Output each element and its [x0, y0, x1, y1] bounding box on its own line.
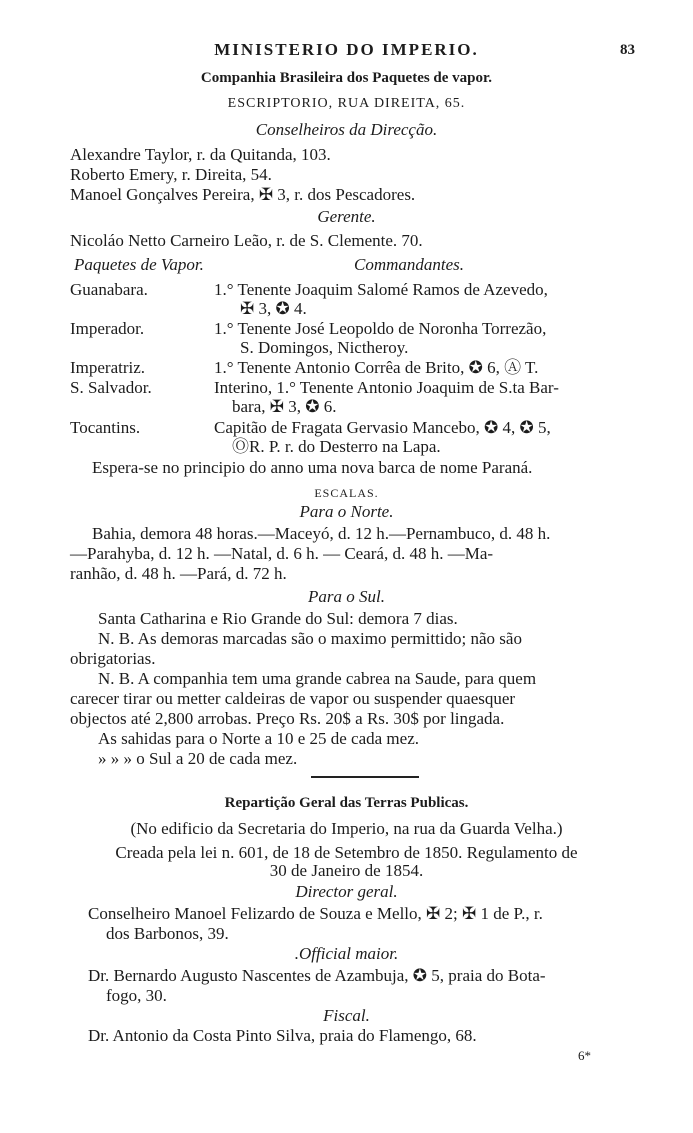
lands-created-cont: 30 de Janeiro de 1854. — [269, 861, 424, 880]
north-line: ranhão, d. 48 h. —Pará, d. 72 h. — [70, 564, 287, 583]
ship-commander: Interino, 1.° Tenente Antonio Joaquim de S.ta Bar- — [214, 378, 559, 397]
officer-name-cont: fogo, 30. — [106, 986, 167, 1005]
page-number: 83 — [620, 42, 635, 58]
north-line: Bahia, demora 48 horas.—Maceyó, d. 12 h.—Pernambuco, d. 48 h. — [92, 524, 551, 543]
ship-commander: 1.° Tenente Joaquim Salomé Ramos de Azevedo, — [214, 280, 548, 299]
council-member: Manoel Gonçalves Pereira, ✠ 3, r. dos Pescadores. — [70, 185, 416, 204]
ship-name: Guanabara. — [70, 280, 148, 299]
officer-name: Dr. Bernardo Augusto Nascentes de Azambuja, ✪ 5, praia do Bota- — [88, 966, 546, 985]
fiscal-name: Dr. Antonio da Costa Pinto Silva, praia do Flamengo, 68. — [88, 1026, 477, 1045]
council-heading: Conselheiros da Direcção. — [255, 120, 438, 139]
office-address: ESCRIPTORIO, RUA DIREITA, 65. — [227, 96, 466, 111]
departure-line: » » » o Sul a 20 de cada mez. — [98, 749, 298, 768]
director-heading: Director geral. — [295, 882, 398, 901]
ship-commander-cont: bara, ✠ 3, ✪ 6. — [232, 397, 337, 416]
ship-name: Imperatriz. — [70, 358, 146, 377]
manager-name: Nicoláo Netto Carneiro Leão, r. de S. Clemente. 70. — [70, 231, 423, 250]
lands-title: Repartição Geral das Terras Publicas. — [224, 795, 469, 811]
scales-heading: ESCALAS. — [314, 486, 379, 500]
nb-note: N. B. As demoras marcadas são o maximo permittido; não são — [98, 629, 522, 648]
commanders-heading: Commandantes. — [354, 255, 465, 274]
ship-name: Tocantins. — [70, 418, 141, 437]
lands-created: Creada pela lei n. 601, de 18 de Setembro de 1850. Regulamento de — [115, 843, 578, 862]
south-heading: Para o Sul. — [308, 587, 385, 606]
ship-commander: Capitão de Fragata Gervasio Mancebo, ✪ 4, ✪ 5, — [214, 418, 551, 437]
ships-heading: Paquetes de Vapor. — [74, 255, 204, 274]
nb-note-cont: obrigatorias. — [70, 649, 156, 668]
page-title: MINISTERIO DO IMPERIO. — [214, 40, 479, 59]
lands-location: (No edificio da Secretaria do Imperio, na rua da Guarda Velha.) — [130, 819, 563, 838]
nb-note-cont: carecer tirar ou metter caldeiras de vapor ou suspender quaesquer — [70, 689, 516, 708]
ship-commander: 1.° Tenente José Leopoldo de Noronha Torrezão, — [214, 319, 547, 338]
nb-note-cont: objectos até 2,800 arrobas. Preço Rs. 20$ a Rs. 30$ por lingada. — [70, 709, 505, 728]
company-name: Companhia Brasileira dos Paquetes de vapor. — [200, 70, 493, 86]
manager-heading: Gerente. — [317, 207, 376, 226]
section-divider — [311, 776, 419, 778]
ship-commander-cont: ⓄR. P. r. do Desterro na Lapa. — [232, 437, 441, 456]
director-name-cont: dos Barbonos, 39. — [106, 924, 229, 943]
ship-commander-cont: S. Domingos, Nictheroy. — [240, 338, 409, 357]
director-name: Conselheiro Manoel Felizardo de Souza e Mello, ✠ 2; ✠ 1 de P., r. — [88, 904, 543, 923]
north-line: —Parahyba, d. 12 h. —Natal, d. 6 h. — Ceará, d. 48 h. —Ma- — [70, 544, 494, 563]
council-member: Alexandre Taylor, r. da Quitanda, 103. — [70, 145, 331, 164]
ship-name: S. Salvador. — [70, 378, 152, 397]
fiscal-heading: Fiscal. — [323, 1006, 370, 1025]
south-line: Santa Catharina e Rio Grande do Sul: demora 7 dias. — [98, 609, 458, 628]
ship-commander-cont: ✠ 3, ✪ 4. — [240, 299, 307, 318]
north-heading: Para o Norte. — [299, 502, 394, 521]
ship-commander: 1.° Tenente Antonio Corrêa de Brito, ✪ 6, Ⓐ T. — [214, 358, 539, 377]
signature-mark: 6* — [578, 1048, 591, 1063]
expected-ship-note: Espera-se no principio do anno uma nova barca de nome Paraná. — [92, 458, 533, 477]
nb-note: N. B. A companhia tem uma grande cabrea na Saude, para quem — [98, 669, 537, 688]
ship-name: Imperador. — [70, 319, 145, 338]
officer-heading: .Official maior. — [294, 944, 399, 963]
council-member: Roberto Emery, r. Direita, 54. — [70, 165, 272, 184]
departure-line: As sahidas para o Norte a 10 e 25 de cada mez. — [98, 729, 419, 748]
